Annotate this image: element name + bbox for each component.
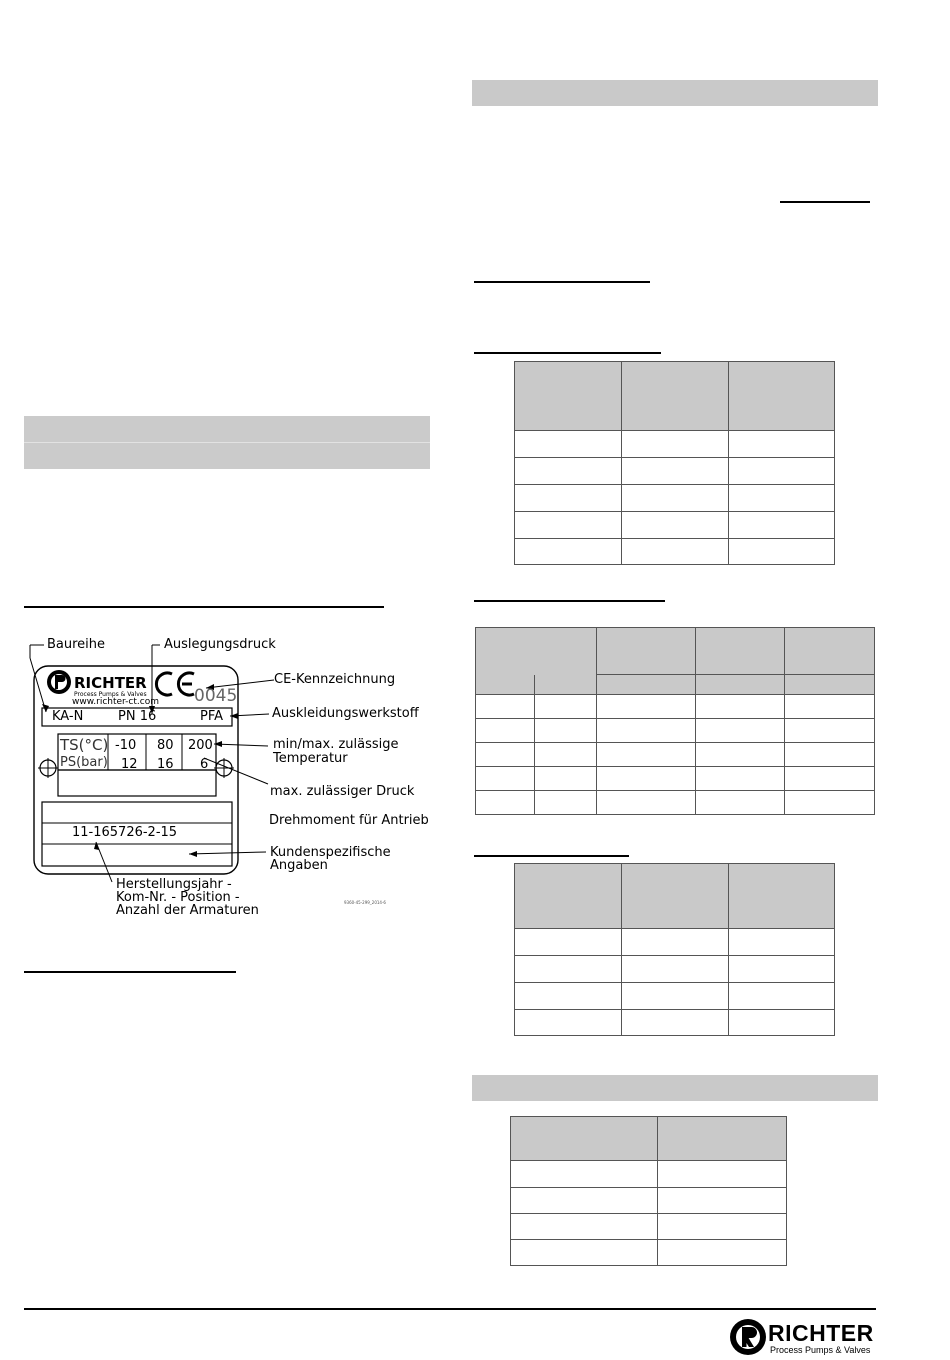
plate-ps-label: PS(bar) — [60, 755, 108, 770]
footer-rule — [24, 1308, 876, 1310]
plate-ts-label: TS(°C) — [60, 736, 109, 754]
plate-ps-min: 12 — [121, 757, 138, 772]
section-header-bar-right-top — [472, 80, 878, 106]
callout-lining-material: Auskleidungswerkstoff — [272, 706, 419, 721]
heading-underline-left-2 — [24, 971, 236, 973]
section-header-bar-right-bottom — [472, 1075, 878, 1101]
plate-website: www.richter-ct.com — [72, 697, 159, 707]
heading-underline-nameplate — [24, 606, 384, 608]
heading-underline-right-3 — [474, 600, 665, 602]
callout-customer-line1: Kundenspezifische — [270, 845, 391, 860]
table-4 — [510, 1116, 787, 1266]
plate-ps-max: 6 — [200, 757, 209, 772]
callout-year-line2: Kom-Nr. - Position - — [116, 890, 240, 905]
plate-brand: RICHTER — [74, 674, 147, 692]
plate-brand-tagline: Process Pumps & Valves — [74, 691, 147, 698]
footer-brand: RICHTER — [768, 1320, 874, 1346]
table-2 — [475, 627, 875, 815]
callout-temp-line2: Temperatur — [273, 751, 348, 766]
heading-underline-right-2 — [474, 352, 661, 354]
plate-pn-value: PN 16 — [118, 709, 157, 724]
callout-torque: Drehmoment für Antrieb — [269, 813, 429, 828]
heading-underline-right-1 — [474, 281, 650, 283]
drawing-reference: 9360-45-299_2014-6 — [344, 900, 386, 905]
callout-max-pressure: max. zulässiger Druck — [270, 784, 415, 799]
section-header-divider — [24, 442, 430, 443]
plate-ts-min: -10 — [115, 738, 137, 753]
callout-ce-marking: CE-Kennzeichnung — [274, 672, 396, 687]
ce-mark-icon — [156, 673, 172, 695]
heading-underline-right-4 — [474, 855, 629, 857]
table-1 — [514, 361, 835, 565]
callout-series: Baureihe — [47, 637, 106, 652]
footer-logo-icon — [729, 1318, 767, 1356]
plate-ps-mid: 16 — [157, 757, 174, 772]
plate-series-value: KA-N — [52, 709, 84, 724]
plate-order-number: 11-165726-2-15 — [72, 825, 178, 840]
callout-year-line3: Anzahl der Armaturen — [116, 903, 259, 918]
heading-underline-right-short — [780, 201, 870, 203]
plate-lining-value: PFA — [200, 709, 224, 724]
callout-customer-line2: Angaben — [270, 858, 328, 873]
plate-notified-body: 0045 — [194, 686, 238, 706]
plate-ts-max: 200 — [188, 738, 213, 753]
plate-ts-mid: 80 — [157, 738, 174, 753]
callout-design-pressure: Auslegungsdruck — [164, 637, 276, 652]
callout-year-line1: Herstellungsjahr - — [116, 877, 232, 892]
callout-temp-line1: min/max. zulässige — [273, 737, 399, 752]
footer-tagline: Process Pumps & Valves — [770, 1345, 871, 1355]
table-3 — [514, 863, 835, 1036]
